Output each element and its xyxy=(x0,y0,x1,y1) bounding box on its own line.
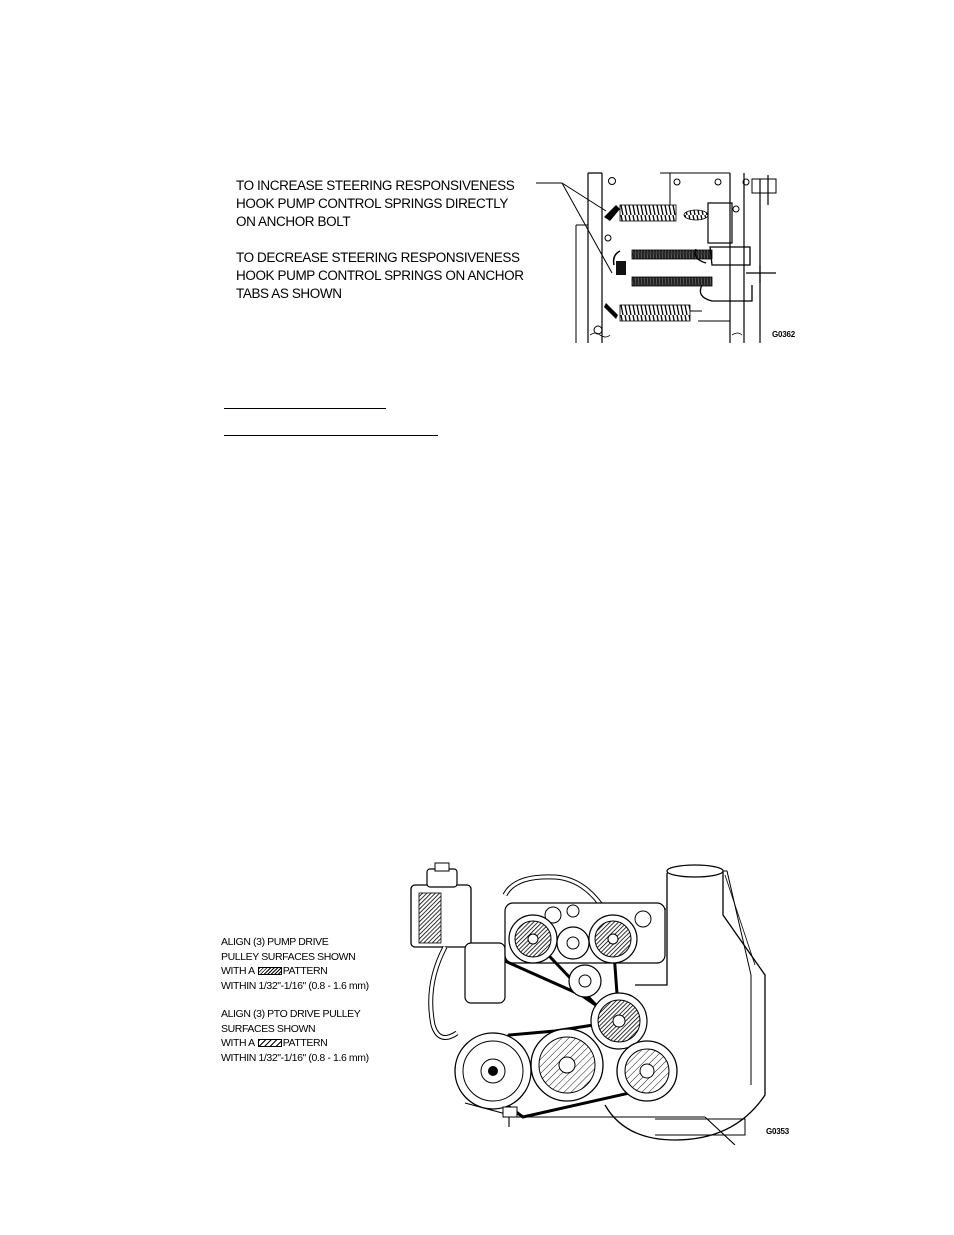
rule-line-1 xyxy=(224,408,386,409)
dense-hatch-swatch xyxy=(258,967,282,975)
light-hatch-swatch xyxy=(258,1039,282,1047)
pto-line-1: ALIGN (3) PTO DRIVE PULLEY xyxy=(221,1008,361,1020)
decrease-line-3: TABS AS SHOWN xyxy=(236,286,342,301)
pulley-drive-illustration xyxy=(405,855,805,1145)
pump-control-springs-illustration xyxy=(520,165,810,343)
pto-line-3: WITH A PATTERN xyxy=(221,1037,328,1049)
pto-drive-caption xyxy=(221,1007,369,1065)
pump-line-2: PULLEY SURFACES SHOWN xyxy=(221,950,356,963)
decrease-line-2: HOOK PUMP CONTROL SPRINGS ON ANCHOR xyxy=(236,268,524,283)
decrease-caption xyxy=(236,249,524,303)
pump-line-3: WITH A PATTERN xyxy=(221,965,328,977)
pump-drive-caption xyxy=(221,935,369,993)
pto-line-4: WITHIN 1/32"-1/16" (0.8 - 1.6 mm) xyxy=(221,1051,369,1064)
increase-line-3: ON ANCHOR BOLT xyxy=(236,214,351,229)
increase-line-1: TO INCREASE STEERING RESPONSIVENESS xyxy=(236,178,515,193)
increase-line-2: HOOK PUMP CONTROL SPRINGS DIRECTLY xyxy=(236,196,508,211)
pump-line-1: ALIGN (3) PUMP DRIVE xyxy=(221,936,329,948)
decrease-line-1: TO DECREASE STEERING RESPONSIVENESS xyxy=(236,250,520,265)
figure-code-bottom: G0353 xyxy=(766,1127,790,1136)
figure-code-top: G0362 xyxy=(772,330,796,339)
pump-line-4: WITHIN 1/32"-1/16" (0.8 - 1.6 mm) xyxy=(221,979,369,992)
increase-caption xyxy=(236,177,514,231)
rule-line-2 xyxy=(224,435,438,436)
pto-line-2: SURFACES SHOWN xyxy=(221,1022,316,1035)
